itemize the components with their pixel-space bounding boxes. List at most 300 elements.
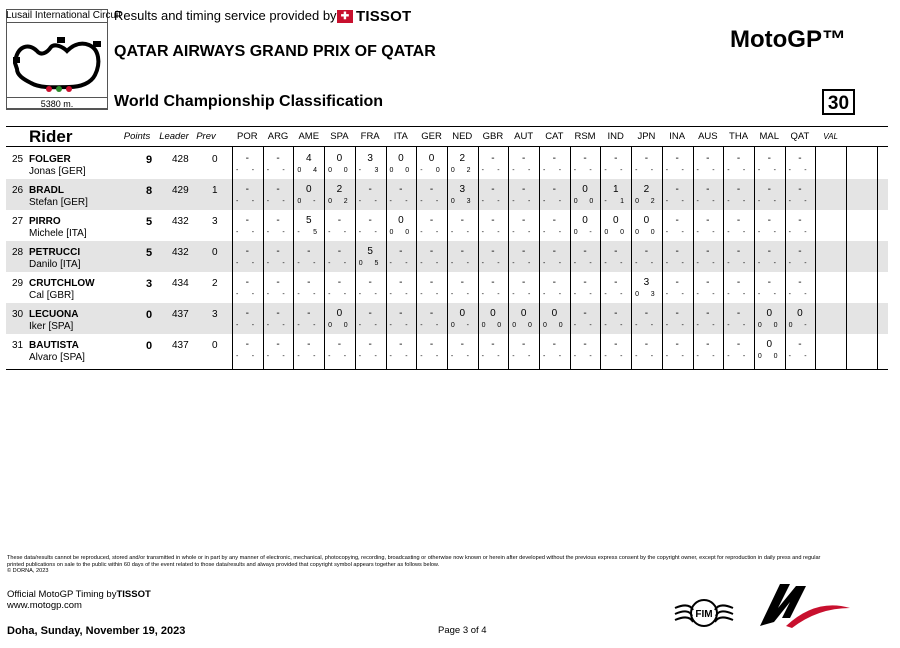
sprint-points: 0 [512, 322, 517, 329]
sprint-points: - [665, 167, 669, 174]
race-points: - [767, 184, 771, 195]
gp-points: 1 [620, 198, 624, 205]
sprint-points: - [236, 322, 239, 329]
race-header-aut: AUT [514, 131, 534, 142]
sprint-points: - [512, 353, 515, 360]
race-points: - [798, 153, 802, 164]
sprint-points: 0 [573, 229, 578, 236]
race-points: - [552, 277, 557, 288]
sprint-points: - [573, 353, 577, 360]
gp-points: - [712, 260, 715, 267]
gp-points: 2 [466, 167, 471, 174]
column-divider [600, 147, 601, 369]
gp-points: - [558, 260, 562, 267]
gp-points: 0 [773, 322, 778, 329]
gp-points: - [558, 167, 562, 174]
column-divider [785, 147, 786, 369]
column-divider [416, 147, 417, 369]
race-points: - [491, 277, 495, 288]
race-header-spa: SPA [330, 131, 349, 142]
gp-points: 0 [405, 229, 410, 236]
gp-points: - [251, 198, 255, 205]
sprint-points: - [328, 260, 331, 267]
race-points: - [245, 277, 250, 288]
race-points: - [767, 277, 771, 288]
sprint-points: - [236, 167, 239, 174]
rider-name: Cal [GBR] [29, 290, 75, 301]
sprint-points: - [696, 198, 699, 205]
gp-points: - [804, 353, 807, 360]
sprint-points: 0 [389, 167, 394, 174]
sprint-points: - [635, 322, 638, 329]
race-points: - [521, 184, 526, 195]
sprint-points: - [266, 260, 270, 267]
copyright-disclaimer [7, 555, 827, 575]
gp-points: - [528, 291, 531, 298]
gp-points: - [712, 353, 715, 360]
sprint-points: - [236, 198, 239, 205]
race-points: - [644, 339, 649, 350]
race-points: - [798, 339, 802, 350]
gp-points: 0 [589, 198, 594, 205]
race-points: - [429, 215, 434, 226]
race-points: - [706, 246, 710, 257]
race-points: - [767, 153, 771, 164]
rider-prev-gap: 0 [212, 154, 218, 165]
race-header-cat: CAT [545, 131, 564, 142]
page-indicator: Page 3 of 4 [438, 625, 487, 636]
race-points: - [798, 277, 802, 288]
gp-points: 0 [528, 322, 532, 329]
column-divider [723, 147, 724, 369]
sprint-points: 0 [328, 167, 332, 174]
race-points: 0 [398, 153, 404, 164]
race-points: - [245, 184, 250, 195]
rider-prev-gap: 0 [212, 340, 218, 351]
rider-prev-gap: 1 [212, 185, 218, 196]
gp-points: - [742, 229, 746, 236]
gp-points: - [650, 167, 654, 174]
sprint-points: - [665, 322, 669, 329]
rider-surname: LECUONA [29, 309, 79, 320]
race-points: - [429, 184, 434, 195]
rider-name: Iker [SPA] [29, 321, 74, 332]
sprint-points: - [266, 229, 270, 236]
sprint-points: 0 [573, 198, 578, 205]
gp-points: - [374, 291, 377, 298]
race-points: - [460, 277, 464, 288]
rider-surname: PIRRO [29, 216, 61, 227]
rider-points: 8 [146, 185, 153, 197]
gp-points: - [405, 198, 408, 205]
race-points: 0 [305, 184, 312, 195]
gp-points: - [343, 229, 347, 236]
race-points: 1 [612, 184, 619, 195]
race-points: - [644, 153, 649, 164]
sprint-points: - [573, 167, 577, 174]
sprint-points: - [604, 260, 607, 267]
race-points: - [798, 246, 802, 257]
column-divider [355, 147, 356, 369]
column-divider [263, 147, 264, 369]
gp-points: - [497, 260, 500, 267]
sprint-points: - [420, 353, 423, 360]
sprint-points: - [328, 353, 331, 360]
gp-points: - [620, 322, 623, 329]
tissot-cross-icon: ✚ [337, 10, 353, 23]
sprint-points: - [236, 291, 239, 298]
gp-points: - [497, 198, 500, 205]
gp-points: - [405, 322, 408, 329]
race-points: - [675, 339, 679, 350]
race-points: 5 [367, 246, 373, 257]
race-points: - [736, 339, 741, 350]
race-points: - [491, 153, 495, 164]
gp-points: 0 [620, 229, 624, 236]
gp-points: - [343, 353, 347, 360]
sprint-points: 0 [757, 322, 762, 329]
race-header-ind: IND [607, 131, 624, 142]
sprint-points: - [266, 353, 270, 360]
sprint-points: - [297, 229, 300, 236]
sprint-points: 0 [389, 229, 394, 236]
race-points: - [675, 277, 679, 288]
race-points: - [521, 339, 526, 350]
race-points: 0 [551, 308, 558, 319]
column-divider [539, 147, 540, 369]
race-points: - [337, 277, 342, 288]
race-points: 0 [459, 308, 466, 319]
race-points: - [307, 277, 311, 288]
column-divider [815, 147, 816, 369]
page-number-box: 30 [822, 89, 855, 115]
race-points: - [276, 184, 280, 195]
column-divider [662, 147, 663, 369]
race-points: - [429, 339, 434, 350]
gp-points: - [804, 198, 807, 205]
circuit-name: Lusail International Circuit [6, 10, 122, 21]
race-points: - [491, 184, 495, 195]
race-points: - [736, 153, 741, 164]
rider-surname: FOLGER [29, 154, 71, 165]
sprint-points: 0 [481, 322, 486, 329]
sprint-points: 0 [757, 353, 762, 360]
sprint-points: - [481, 353, 484, 360]
column-divider [631, 147, 632, 369]
gp-points: - [620, 167, 623, 174]
race-points: 2 [459, 153, 466, 164]
gp-points: - [681, 353, 684, 360]
gp-points: - [497, 229, 500, 236]
gp-points: - [773, 260, 776, 267]
gp-points: - [282, 291, 285, 298]
race-points: - [460, 339, 464, 350]
race-points: - [552, 339, 557, 350]
disclaimer-text: These data/results cannot be reproduced, stored and/or transmitted in whole or in part by any manner of electronic, mechanical, photocopying, recording, broadcasting or otherwise now known or herein after developed without the previous express consent by the copyright owner, except for reproduction in daily press and regular printed publications on sale to the public within 60 days of the event related to those data/results and always provided that copyright symbol appears together as follows below. [7, 555, 821, 568]
fim-logo-icon [673, 596, 735, 630]
column-divider [693, 147, 694, 369]
gp-points: - [528, 353, 531, 360]
gp-points: 3 [650, 291, 655, 298]
race-points: - [583, 153, 587, 164]
sprint-points: - [788, 291, 791, 298]
gp-points: - [620, 291, 623, 298]
race-points: - [706, 339, 710, 350]
gp-points: - [466, 229, 469, 236]
header-top-rule [6, 126, 888, 127]
sprint-points: - [358, 198, 362, 205]
race-header-arg: ARG [267, 131, 289, 142]
sprint-points: - [358, 353, 362, 360]
rider-points: 0 [146, 340, 153, 352]
sprint-points: - [635, 167, 638, 174]
copyright-line: © DORNA, 2023 [7, 568, 49, 574]
column-divider [877, 147, 878, 369]
race-header-rsm: RSM [574, 131, 596, 142]
race-points: 0 [398, 215, 404, 226]
gp-points: - [712, 229, 715, 236]
gp-points: - [313, 353, 316, 360]
gp-points: 2 [650, 198, 655, 205]
sprint-points: - [604, 167, 607, 174]
circuit-length: 5380 m. [6, 97, 108, 110]
rider-leader-gap: 437 [172, 340, 189, 351]
sprint-points: - [604, 198, 607, 205]
race-points: - [614, 308, 618, 319]
race-points: - [245, 246, 250, 257]
race-header-ned: NED [452, 131, 473, 142]
race-points: - [307, 308, 311, 319]
race-points: - [552, 184, 557, 195]
sprint-points: - [604, 322, 607, 329]
sprint-points: - [358, 229, 362, 236]
sprint-points: 0 [358, 260, 363, 267]
rider-leader-gap: 432 [172, 247, 189, 258]
race-points: - [675, 246, 679, 257]
race-points: - [675, 153, 679, 164]
sprint-points: - [727, 167, 730, 174]
event-title: QATAR AIRWAYS GRAND PRIX OF QATAR [114, 43, 436, 60]
gp-points: - [650, 260, 654, 267]
gp-points: - [435, 260, 439, 267]
gp-points: - [251, 353, 255, 360]
sprint-points: - [236, 260, 239, 267]
gp-points: - [558, 353, 562, 360]
rider-column-header: Rider [29, 127, 73, 146]
race-points: - [399, 184, 403, 195]
sprint-points: - [512, 167, 515, 174]
race-points: - [276, 153, 280, 164]
gp-points: - [681, 322, 684, 329]
timing-credit-text: Official MotoGP Timing by [7, 589, 117, 600]
sprint-points: - [389, 260, 392, 267]
gp-points: - [282, 353, 285, 360]
gp-points: - [742, 198, 746, 205]
sprint-points: - [512, 291, 515, 298]
gp-points: - [620, 260, 623, 267]
rider-surname: CRUTCHLOW [29, 278, 95, 289]
gp-points: - [589, 353, 592, 360]
race-points: - [429, 308, 434, 319]
gp-points: - [804, 260, 807, 267]
gp-points: - [558, 229, 562, 236]
race-points: - [583, 308, 587, 319]
race-points: 0 [490, 308, 496, 319]
gp-points: - [742, 260, 746, 267]
gp-points: - [497, 167, 500, 174]
sprint-points: - [266, 291, 270, 298]
gp-points: 5 [313, 229, 317, 236]
sprint-points: - [450, 260, 454, 267]
sprint-points: - [788, 229, 791, 236]
sprint-points: - [727, 291, 730, 298]
sprint-points: - [665, 229, 669, 236]
race-header-fra: FRA [360, 131, 380, 142]
sprint-points: - [420, 260, 423, 267]
race-header-aus: AUS [698, 131, 718, 142]
gp-points: - [313, 260, 316, 267]
gp-points: - [804, 167, 807, 174]
rider-position: 30 [12, 309, 24, 320]
rider-name: Stefan [GER] [29, 197, 88, 208]
gp-points: - [466, 260, 469, 267]
race-points: - [706, 215, 710, 226]
sprint-points: - [328, 229, 331, 236]
race-header-ame: AME [298, 131, 320, 142]
gp-points: - [773, 291, 776, 298]
sprint-points: 0 [328, 322, 332, 329]
sprint-points: - [757, 260, 761, 267]
sprint-points: - [358, 322, 362, 329]
sprint-points: - [481, 291, 484, 298]
column-divider [478, 147, 479, 369]
gp-points: 2 [343, 198, 348, 205]
points-column-header: Points [123, 131, 151, 142]
sprint-points: 0 [328, 198, 332, 205]
race-points: - [736, 184, 741, 195]
sprint-points: - [788, 167, 791, 174]
gp-points: 0 [343, 167, 348, 174]
rider-points: 9 [146, 154, 153, 166]
rider-prev-gap: 3 [212, 216, 218, 227]
race-points: 0 [797, 308, 803, 319]
race-points: - [276, 277, 280, 288]
sprint-points: - [573, 260, 577, 267]
race-points: - [521, 277, 526, 288]
gp-points: - [528, 229, 531, 236]
gp-points: - [528, 260, 531, 267]
race-points: - [429, 277, 434, 288]
gp-points: - [650, 322, 654, 329]
gp-points: 0 [435, 167, 440, 174]
sprint-points: - [727, 353, 730, 360]
race-points: - [521, 215, 526, 226]
gp-points: - [282, 322, 285, 329]
race-points: - [307, 246, 311, 257]
rider-position: 28 [12, 247, 24, 258]
race-points: - [368, 277, 372, 288]
sprint-points: 0 [604, 229, 609, 236]
classification-title: World Championship Classification [114, 93, 384, 110]
race-points: - [276, 215, 280, 226]
race-points: - [245, 153, 250, 164]
race-points: 0 [766, 339, 773, 350]
race-points: - [614, 246, 618, 257]
sprint-points: 0 [297, 167, 302, 174]
gp-points: 5 [374, 260, 379, 267]
gp-points: - [558, 291, 562, 298]
sprint-points: - [757, 291, 761, 298]
race-points: 0 [336, 153, 343, 164]
circuit-map-box [6, 9, 122, 109]
gp-points: - [650, 353, 654, 360]
sprint-points: - [635, 353, 638, 360]
gp-points: - [681, 198, 684, 205]
gp-points: 0 [558, 322, 563, 329]
gp-points: 0 [650, 229, 655, 236]
sprint-points: - [420, 322, 423, 329]
race-points: 4 [305, 153, 312, 164]
gp-points: - [589, 291, 592, 298]
sprint-points: 0 [543, 322, 547, 329]
race-points: - [337, 215, 342, 226]
sprint-points: - [635, 260, 638, 267]
sprint-points: - [236, 229, 239, 236]
race-points: - [583, 246, 587, 257]
sprint-points: - [266, 322, 270, 329]
race-points: 3 [459, 184, 466, 195]
sprint-points: - [420, 167, 423, 174]
column-divider [754, 147, 755, 369]
rider-name: Danilo [ITA] [29, 259, 81, 270]
gp-points: - [251, 322, 255, 329]
race-points: - [337, 246, 342, 257]
race-points: - [675, 184, 679, 195]
sprint-points: - [788, 198, 791, 205]
sprint-points: - [727, 260, 730, 267]
leader-column-header: Leader [159, 131, 189, 142]
sprint-points: 0 [788, 322, 793, 329]
motogp-logo-icon [756, 578, 852, 630]
official-timing-credit [7, 589, 151, 600]
provided-by-text: Results and timing service provided by [114, 8, 337, 23]
race-points: - [368, 339, 372, 350]
sprint-points: - [543, 260, 546, 267]
rider-position: 27 [12, 216, 24, 227]
sprint-points: - [665, 291, 669, 298]
rider-surname: PETRUCCI [29, 247, 81, 258]
sprint-points: - [696, 260, 699, 267]
sprint-points: - [543, 353, 546, 360]
sprint-points: - [512, 260, 515, 267]
gp-points: - [405, 291, 408, 298]
gp-points: - [742, 322, 746, 329]
gp-points: - [435, 229, 439, 236]
race-points: - [736, 246, 741, 257]
race-points: - [614, 339, 618, 350]
gp-points: - [466, 322, 469, 329]
gp-points: - [251, 291, 255, 298]
race-points: - [706, 153, 710, 164]
sprint-points: - [481, 198, 484, 205]
gp-points: 0 [343, 322, 348, 329]
website-link[interactable]: www.motogp.com [7, 600, 82, 611]
gp-points: - [804, 229, 807, 236]
race-points: - [644, 308, 649, 319]
gp-points: - [742, 291, 746, 298]
sprint-points: - [727, 322, 730, 329]
sprint-points: - [696, 291, 699, 298]
